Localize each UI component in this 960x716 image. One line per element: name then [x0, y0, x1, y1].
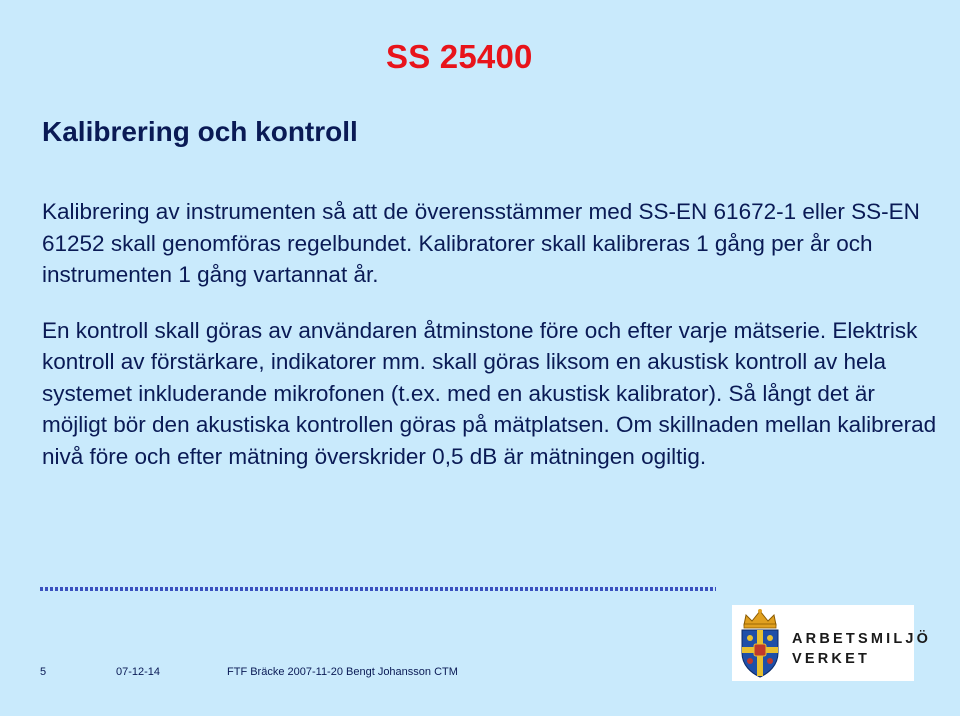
swedish-crest-icon: [734, 607, 786, 679]
arbetsmiljoverket-logo: [732, 605, 932, 681]
logo-text-line-2: VERKET: [792, 651, 871, 667]
paragraph-control: En kontroll skall göras av användaren åtminstone före och efter varje mätserie. Elektrisk kontroll av förstärkare, indikatorer mm. skall göras liksom en akustisk kontroll av hela systemet inkluderande mikrofonen (t.ex. med en akustisk kalibrator). Så långt det är möjligt bör den akustiska kontrollen göras på mätplatsen. Om skillnaden mellan kalibrerad nivå före och efter mätning överskrider 0,5 dB är mätningen ogiltig.: [42, 317, 937, 469]
paragraph-calibration: Kalibrering av instrumenten så att de överensstämmer med SS-EN 61672-1 eller SS-EN 61252 skall genomföras regelbundet. Kalibratorer skall kalibreras 1 gång per år och instrumenten 1 gång vartannat år.: [42, 199, 920, 287]
document-code: SS 25400: [386, 38, 533, 75]
slide-body: [42, 196, 942, 472]
slide-number: 5: [40, 666, 47, 678]
footer-event: FTF Bräcke 2007-11-20 Bengt Johansson CTM: [227, 666, 458, 678]
footer-date: 07-12-14: [116, 666, 161, 678]
logo-text-line-1: ARBETSMILJÖ: [792, 631, 932, 647]
footer-divider: [40, 587, 716, 591]
slide-title: Kalibrering och kontroll: [42, 116, 358, 147]
